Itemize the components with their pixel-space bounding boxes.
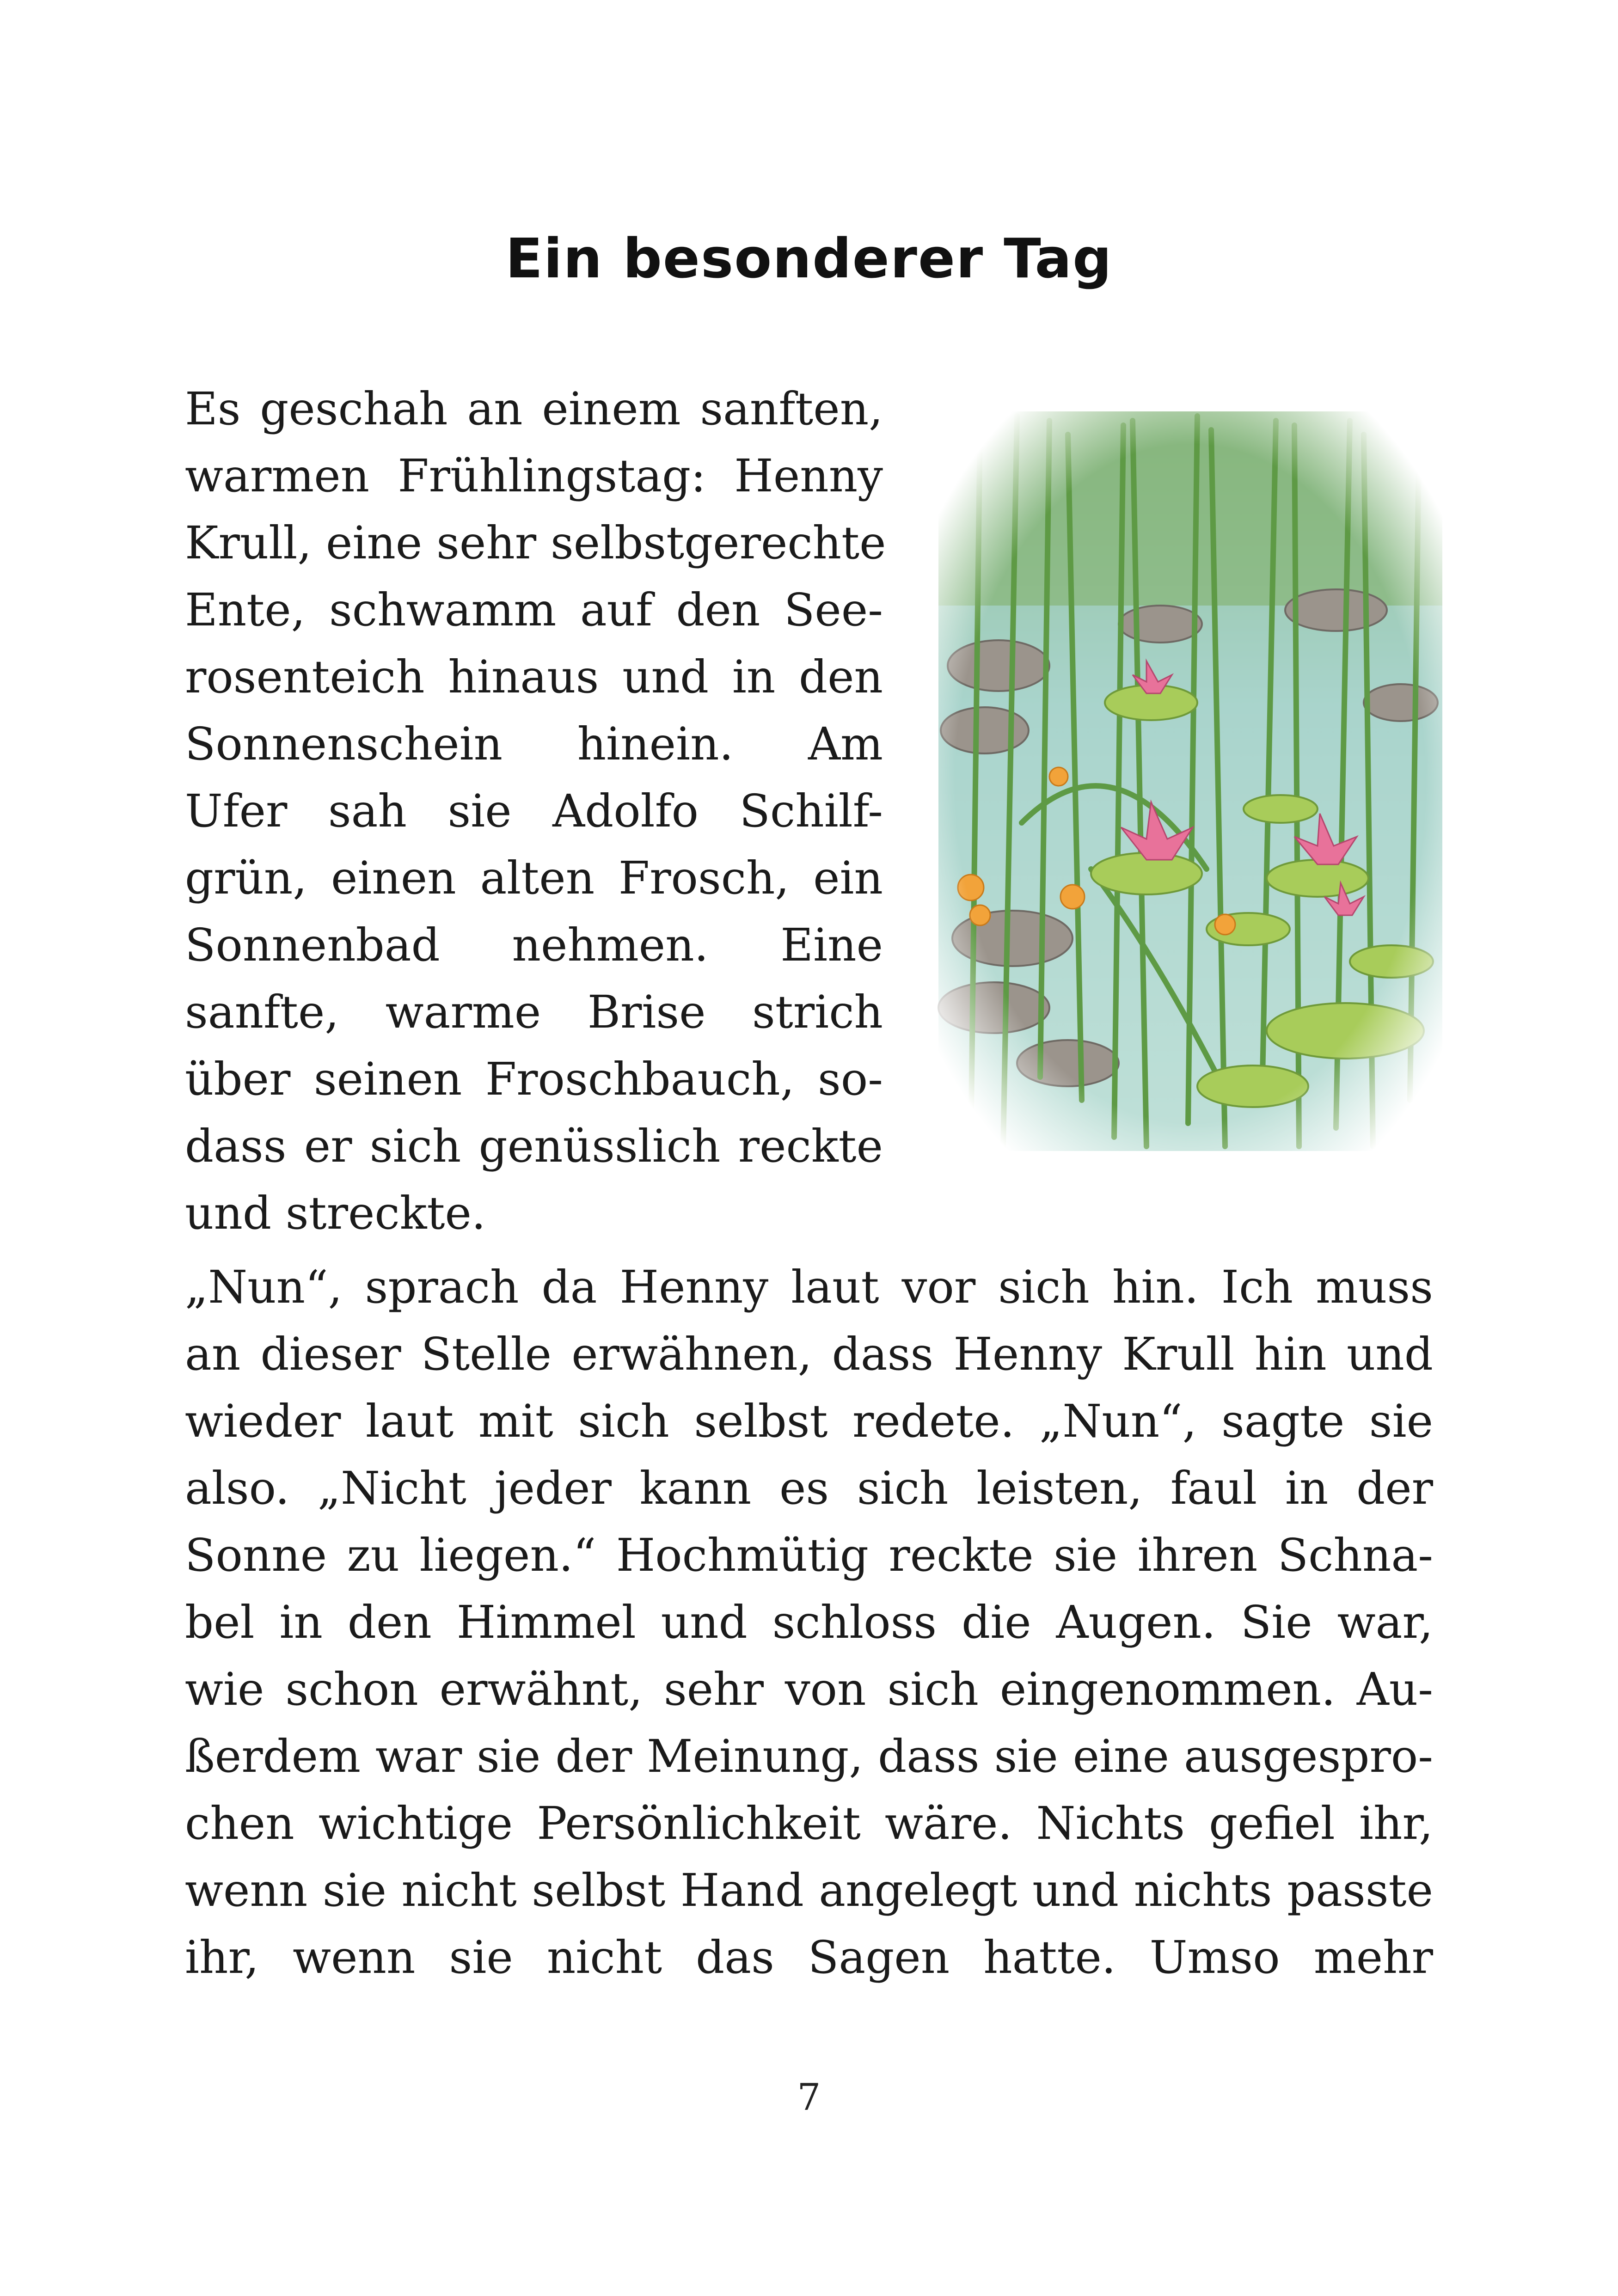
- text-line: wie schon erwähnt, sehr von sich eingenommen. Au-: [185, 1663, 1433, 1715]
- text-line: wieder laut mit sich selbst redete. „Nun“, sagte sie: [185, 1395, 1433, 1447]
- text-line: wenn sie nicht selbst Hand angelegt und nichts passte: [185, 1864, 1433, 1916]
- text-line: Sonnenbad nehmen. Eine: [185, 919, 883, 971]
- text-line: an dieser Stelle erwähnen, dass Henny Krull hin und: [185, 1328, 1433, 1380]
- text-line: Sonne zu liegen.“ Hochmütig reckte sie ihren Schna-: [185, 1529, 1433, 1581]
- text-line: Es geschah an einem sanften,: [185, 383, 883, 435]
- text-line: Krull, eine sehr selbstgerechte: [185, 517, 886, 569]
- text-line: ihr, wenn sie nicht das Sagen hatte. Umso mehr: [185, 1931, 1433, 1984]
- text-line: rosenteich hinaus und in den: [185, 651, 883, 703]
- text-line: grün, einen alten Frosch, ein: [185, 852, 883, 904]
- text-line: Ufer sah sie Adolfo Schilf-: [185, 785, 883, 837]
- text-line: chen wichtige Persönlichkeit wäre. Nichts gefiel ihr,: [185, 1797, 1433, 1849]
- text-line: warmen Frühlingstag: Henny: [185, 450, 883, 502]
- paragraph-1: [185, 375, 886, 1247]
- pond-drawing: [929, 407, 1452, 1160]
- text-line: Sonnenschein hinein. Am: [185, 718, 883, 770]
- page-number: 7: [797, 2076, 821, 2118]
- chapter-title: Ein besonderer Tag: [505, 227, 1113, 290]
- paragraph-2: [185, 1254, 1433, 1991]
- text-line: Ente, schwamm auf den See-: [185, 584, 883, 636]
- text-line: „Nun“, sprach da Henny laut vor sich hin. Ich muss: [185, 1261, 1433, 1313]
- vignette: [929, 407, 1452, 1160]
- text-line: dass er sich genüsslich reckte: [185, 1120, 883, 1172]
- text-line: bel in den Himmel und schloss die Augen. Sie war,: [185, 1596, 1433, 1648]
- pond-illustration: [929, 407, 1452, 1160]
- text-line: und streckte.: [185, 1187, 486, 1239]
- text-line: ßerdem war sie der Meinung, dass sie eine ausgespro-: [185, 1730, 1433, 1782]
- text-line: sanfte, warme Brise strich: [185, 986, 883, 1038]
- text-line: also. „Nicht jeder kann es sich leisten, faul in der: [185, 1462, 1433, 1514]
- text-line: über seinen Froschbauch, so-: [185, 1053, 883, 1105]
